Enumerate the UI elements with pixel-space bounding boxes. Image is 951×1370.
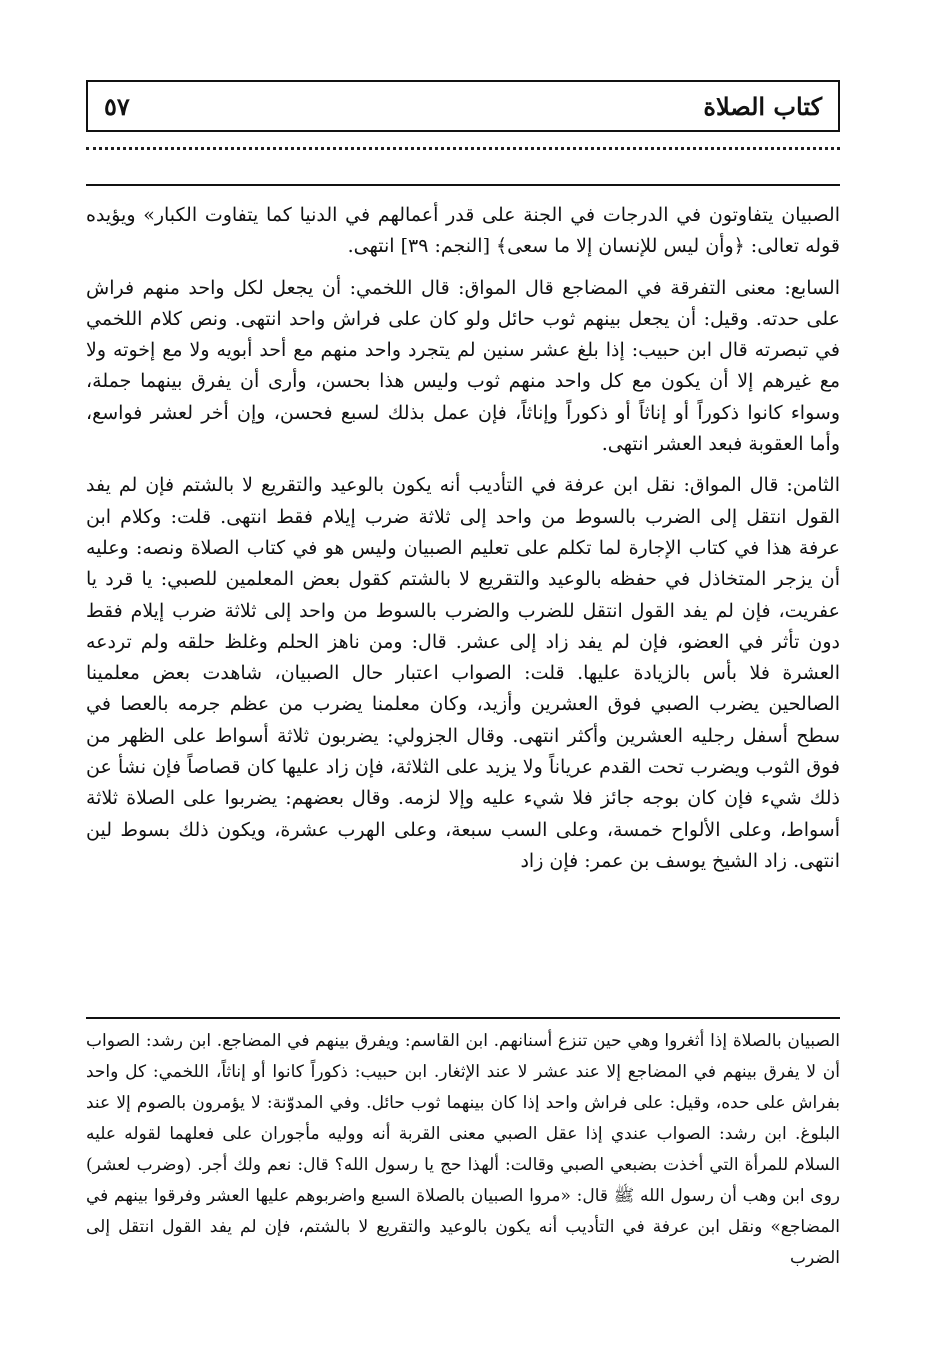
footnote-rule bbox=[86, 1017, 840, 1019]
running-header bbox=[86, 80, 840, 132]
chapter-title: كتاب الصلاة bbox=[703, 91, 822, 121]
page-number: ٥٧ bbox=[104, 91, 130, 121]
main-text bbox=[86, 200, 840, 877]
paragraph-seventh: السابع: معنى التفرقة في المضاجع قال المواق: قال اللخمي: أن يجعل لكل واحد منهم فراش على حدته. وقيل: أن يجعل بينهم ثوب حائل ولو كان على فراش واحد انتهى. ونص كلام اللخمي في تبصرته قال ابن حبيب: إذا بلغ عشر سنين لم يتجرد واحد منهم مع أحد أبويه ولا مع إخوته ولا مع غيرهم إلا أن يكون مع كل واحد منهم ثوب وليس هذا بحسن، وأرى أن يفرق بينهما جملة، وسواء كانوا ذكوراً أو إناثاً أو ذكوراً وإناثاً، فإن عمل بذلك لسبع فحسن، وإن أخر لعشر فواسع، وأما العقوبة فبعد العشر انتهى. bbox=[86, 276, 840, 456]
footnote bbox=[86, 1026, 840, 1274]
footnote-text: الصبيان بالصلاة إذا أثغروا وهي حين تنزع أسنانهم. ابن القاسم: ويفرق بينهم في المضاجع. ابن رشد: الصواب أن لا يفرق بينهم في المضاجع إلا عند عشر لا عند الإثغار. ابن حبيب: ذكوراً كانوا أو إناثاً، اللخمي: كل واحد بفراش على حده، وقيل: على فراش واحد إذا كان بينهما ثوب حائل. وفي المدوّنة: لا يؤمرون بالصوم إلا عند البلوغ. ابن رشد: الصواب عندي إذا عقل الصبي معنى القربة أنه ووليه مأجوران على فعلهما لقوله عليه السلام للمرأة التي أخذت بضبعي الصبي وقالت: ألهذا حج يا رسول الله؟ قال: نعم ولك أجر. (وضرب لعشر) روى ابن وهب أن رسول الله ﷺ قال: «مروا الصبيان بالصلاة السبع واضربوهم عليها العشر وفرقوا بينهم في المضاجع» ونقل ابن عرفة في التأديب أنه يكون بالوعيد والتقريع لا بالشتم، فإن لم يفد القول انتقل إلى الضرب bbox=[86, 1031, 840, 1268]
paragraph-intro: الصبيان يتفاوتون في الدرجات في الجنة على قدر أعمالهم في الدنيا كما يتفاوت الكبار» ويؤيده قوله تعالى: ﴿وأن ليس للإنسان إلا ما سعى﴾ [النجم: ٣٩] انتهى. bbox=[86, 204, 840, 258]
paragraph-eighth: الثامن: قال المواق: نقل ابن عرفة في التأديب أنه يكون بالوعيد والتقريع لا بالشتم فإن لم يفد القول انتقل إلى الضرب بالسوط من واحد إلى ثلاثة ضرب إيلام فقط انتهى. قلت: وكلام ابن عرفة هذا في كتاب الإجارة لما تكلم على تعليم الصبيان وليس هو في كتاب الصلاة ونصه: وعليه أن يزجر المتخاذل في حفظه بالوعيد والتقريع لا بالشتم كقول بعض المعلمين للصبي: يا قرد يا عفريت، فإن لم يفد القول انتقل للضرب والضرب بالسوط من واحد إلى ثلاثة ضرب إيلام فقط دون تأثر في العضو، فإن لم يفد زاد إلى عشر. قال: ومن ناهز الحلم وغلظ حلقه ولم تردعه العشرة فلا بأس بالزيادة عليها. قلت: الصواب اعتبار حال الصبيان، شاهدت بعض معلمينا الصالحين يضرب الصبي فوق العشرين وأزيد، وكان معلمنا يضرب من عظم جرمه بالعصا في سطح أسفل رجليه العشرين وأكثر انتهى. وقال الجزولي: يضربون ثلاثة أسواط على الظهر من فوق الثوب ويضرب تحت القدم عرياناً ولا يزيد على الثلاثة، فإن زاد عليها كان قصاصاً فإن نشأ عن ذلك شيء فإن كان بوجه جائز فلا شيء عليه وإلا لزمه. وقال بعضهم: يضربوا على الصلاة ثلاثة أسواط، وعلى الألواح خمسة، وعلى السب سبعة، وعلى الهرب عشرة، ويكون ذلك بسوط لين انتهى. زاد الشيخ يوسف بن عمر: فإن زاد bbox=[86, 474, 840, 872]
dotted-separator bbox=[86, 147, 840, 150]
top-rule bbox=[86, 184, 840, 186]
